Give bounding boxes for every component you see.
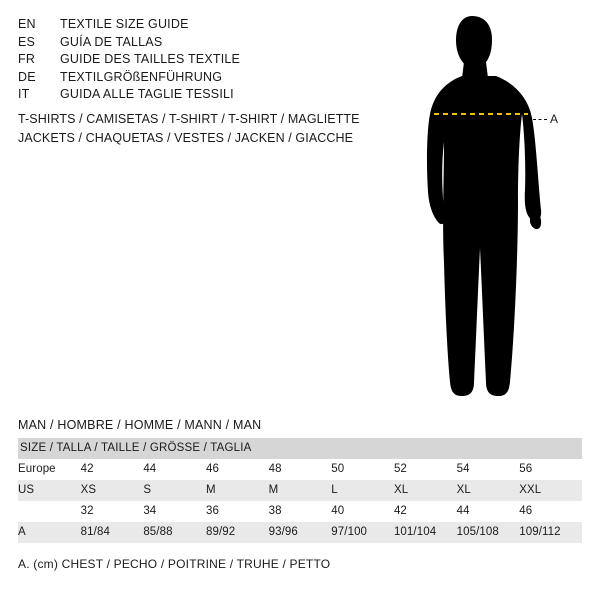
language-code: FR bbox=[18, 52, 36, 66]
measure-leader-line bbox=[533, 119, 547, 120]
cell: M bbox=[206, 480, 269, 501]
cell: 81/84 bbox=[81, 522, 144, 543]
cell: 93/96 bbox=[269, 522, 332, 543]
cell: 97/100 bbox=[331, 522, 394, 543]
table-row bbox=[18, 459, 582, 480]
language-code: IT bbox=[18, 87, 30, 101]
table-row bbox=[18, 501, 582, 522]
cell: S bbox=[143, 480, 206, 501]
cell: 52 bbox=[394, 459, 457, 480]
language-code: DE bbox=[18, 69, 36, 84]
cell: 40 bbox=[331, 501, 394, 522]
table-row bbox=[18, 522, 582, 543]
cell: 44 bbox=[143, 459, 206, 480]
cell: 46 bbox=[519, 501, 582, 522]
row-label: Europe bbox=[18, 459, 81, 480]
cell: 56 bbox=[519, 459, 582, 480]
language-title: GUÍA DE TALLAS bbox=[60, 34, 163, 49]
category-jackets: JACKETS / CHAQUETAS / VESTES / JACKEN / GIACCHE bbox=[18, 131, 354, 145]
language-title: TEXTILGRÖßENFÜHRUNG bbox=[60, 69, 223, 84]
language-title: GUIDE DES TAILLES TEXTILE bbox=[60, 52, 241, 66]
cell: 109/112 bbox=[519, 522, 582, 543]
table-footnote: A. (cm) CHEST / PECHO / POITRINE / TRUHE / PETTO bbox=[18, 557, 331, 571]
body-figure bbox=[400, 10, 600, 410]
language-row bbox=[18, 51, 348, 69]
cell: 42 bbox=[81, 459, 144, 480]
row-label: US bbox=[18, 480, 81, 501]
cell: 38 bbox=[269, 501, 332, 522]
cell: 85/88 bbox=[143, 522, 206, 543]
cell: 34 bbox=[143, 501, 206, 522]
language-title: GUIDA ALLE TAGLIE TESSILI bbox=[60, 87, 234, 101]
language-code: EN bbox=[18, 17, 36, 31]
language-title: TEXTILE SIZE GUIDE bbox=[60, 17, 189, 31]
cell: L bbox=[331, 480, 394, 501]
cell: XXL bbox=[519, 480, 582, 501]
cell: 42 bbox=[394, 501, 457, 522]
table-section-title: MAN / HOMBRE / HOMME / MANN / MAN bbox=[18, 418, 262, 432]
cell: 48 bbox=[269, 459, 332, 480]
cell: 54 bbox=[457, 459, 520, 480]
cell: 50 bbox=[331, 459, 394, 480]
language-row bbox=[18, 86, 348, 104]
table-header-row bbox=[18, 438, 582, 459]
table-header-label: SIZE / TALLA / TAILLE / GRÖSSE / TAGLIA bbox=[18, 438, 582, 459]
language-row bbox=[18, 16, 348, 34]
size-table-block bbox=[18, 418, 582, 571]
cell: 46 bbox=[206, 459, 269, 480]
row-label: A bbox=[18, 522, 81, 543]
table-row bbox=[18, 480, 582, 501]
cell: 36 bbox=[206, 501, 269, 522]
cell: 89/92 bbox=[206, 522, 269, 543]
cell: XS bbox=[81, 480, 144, 501]
cell: XL bbox=[457, 480, 520, 501]
cell: 32 bbox=[81, 501, 144, 522]
cell: 101/104 bbox=[394, 522, 457, 543]
language-code: ES bbox=[18, 34, 36, 49]
male-silhouette-icon bbox=[400, 10, 600, 410]
language-row bbox=[18, 34, 348, 52]
row-label bbox=[18, 501, 81, 522]
cell: 44 bbox=[457, 501, 520, 522]
measure-label-a: A bbox=[550, 112, 559, 126]
garment-category-list bbox=[18, 110, 378, 148]
category-tshirts: T-SHIRTS / CAMISETAS / T-SHIRT / T-SHIRT / MAGLIETTE bbox=[18, 112, 360, 126]
cell: 105/108 bbox=[457, 522, 520, 543]
size-table bbox=[18, 438, 582, 543]
cell: M bbox=[269, 480, 332, 501]
cell: XL bbox=[394, 480, 457, 501]
language-row bbox=[18, 69, 348, 87]
language-list bbox=[18, 16, 348, 104]
